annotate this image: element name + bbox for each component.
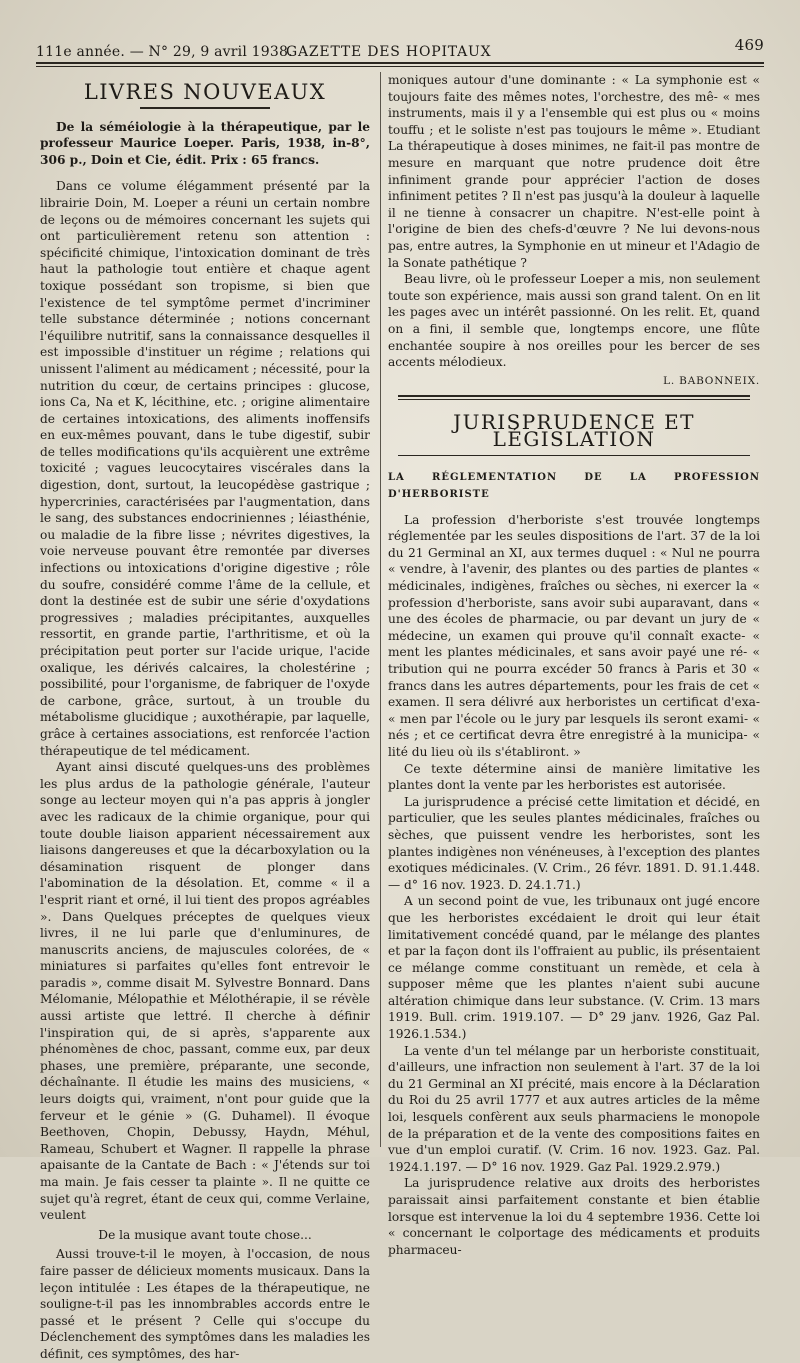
- left-column: [40, 72, 370, 1363]
- review-paragraph-continued: moniques autour d'une dominante : « La symphonie est « toujours faite des mêmes notes, l'orchestre, des mê- « mes instruments, mais il y a l'ensemble qui est plus ou « moins touffu ; et le soliste n'est pas toujours le même ». Etudiant La thérapeutique à doses minimes, ne fait-il pas montre de mesure en marquant que notre prudence doit être infiniment grande pour apprécier l'action de doses infiniment petites ? Il n'est pas jusqu'à la douleur à laquelle il ne tienne à consacrer un chapitre. N'est-elle point à l'origine de bien des chefs-d'œuvre ? Ne lui devons-nous pas, entre autres, la Symphonie en ut mineur et l'Adagio de la Sonate pathétique ?: [388, 73, 760, 270]
- law-paragraph-5: La vente d'un tel mélange par un herboriste constituait, d'ailleurs, une infraction non seulement à l'art. 37 de la loi du 21 Germinal an XI précité, mais encore à la Déclaration du Roi du 25 avril 1777 et aux autres articles de la même loi, lesquels confèrent aux seuls pharmaciens le monopole de la préparation et de la vente des compositions faites en vue d'un emploi curatif. (V. Crim. 16 nov. 1923. Gaz. Pal. 1924.1.197. — D° 16 nov. 1929. Gaz Pal. 1929.2.979.): [388, 1043, 760, 1174]
- section-rule-bottom: [398, 455, 750, 456]
- issue-line: 111e année. — N° 29, 9 avril 1938.: [36, 44, 293, 60]
- law-paragraph-6: La jurisprudence relative aux droits des herboristes paraissait ainsi parfaitement constante et bien établie lorsque est intervenue la loi du 4 septembre 1936. Cette loi « concernant le colportage des médicaments et produits pharmaceu-: [388, 1176, 760, 1257]
- title-rule: [140, 107, 270, 109]
- section-title-jurisprudence: JURISPRUDENCE ET LÉGISLATION: [453, 410, 695, 451]
- review-paragraph-1: Dans ce volume élégamment présenté par la librairie Doin, M. Loeper a réuni un certain nombre de leçons ou de mémoires concernant les sujets qui ont particulièrement retenu son attention : spécificité chimique, l'intoxication dominant de très haut la pathologie tout entière et chaque agent toxique possédant son tropisme, si bien que l'existence de tel symptôme permet d'incriminer telle substance déterminée ; notions concernant l'équilibre nutritif, sans la connaissance desquelles il est impossible d'instituer un régime ; relations qui unissent l'aliment au médicament ; nécessité, pour la nutrition du cœur, de certains principes : glucose, ions Ca, Na et K, lécithine, etc. ; origine alimentaire de certaines intoxications, des aliments inoffensifs en eux-mêmes pouvant, dans le tube digestif, subir de telles modifications qu'ils acquièrent une extrême toxicité ; vagues leucocytaires viscérales dans la digestion, dont, surtout, la leucopédèse gastrique ; hypercrinies, caractérisées par l'augmentation, dans le sang, des substances endocriniennes ; léiasthénie, ou maladie de la fibre lisse ; névrites digestives, la voie nerveuse pouvant être remontée par diverses infections ou intoxications d'origine digestive ; rôle du soufre, considéré comme l'âme de la cellule, et dont la destinée est de subir une série d'oxydations progressives ; maladies précipitantes, auxquelles ressortit, en grande partie, l'arthritisme, et où la précipitation peut porter sur l'acide urique, l'acide oxalique, les dérivés calcaires, la cholestérine ; possibilité, pour l'organisme, de fabriquer de l'oxyde de carbone, grâce, surtout, à un trouble du métabolisme glucidique ; auxothérapie, par laquelle, grâce à certaines associations, est renforcée l'action thérapeutique de tel médicament.: [40, 179, 370, 758]
- review-paragraph-close: Beau livre, où le professeur Loeper a mis, non seulement toute son expérience, mais aussi son grand talent. On en lit les pages avec un intérêt passionné. On les relit. Et, quand on a fini, il semble que, longtemps encore, une flûte enchantée soupire à nos oreilles pour les bercer de ses accents mélodieux.: [388, 272, 760, 370]
- right-column: [388, 72, 760, 1258]
- spacer: [40, 168, 370, 178]
- book-reference: De la séméiologie à la thérapeutique, par le professeur Maurice Loeper. Paris, 1938, in-8°, 306 p., Doin et Cie, édit. Prix : 65 francs.: [40, 119, 370, 167]
- review-paragraph-3: Aussi trouve-t-il le moyen, à l'occasion, de nous faire passer de délicieux moments musicaux. Dans la leçon intitulée : Les étapes de la thérapeutique, ne souligne-t-il pas les innombrables accords entre le passé et le présent ? Celle qui s'occupe du Déclenchement des symptômes dans les maladies les définit, ces symptômes, des har-: [40, 1247, 370, 1361]
- article-subheading: LA RÉGLEMENTATION DE LA PROFESSION D'HERBORISTE: [388, 472, 760, 501]
- column-divider: [380, 72, 381, 1147]
- law-paragraph-1: La profession d'herboriste s'est trouvée longtemps réglementée par les seules dispositions de l'art. 37 de la loi du 21 Germinal an XI, aux termes duquel : « Nul ne pourra « vendre, à l'avenir, des plantes ou des parties de plantes « médicinales, indigènes, fraîches ou sèches, ni exercer la « profession d'herboriste, sans avoir subi auparavant, dans « une des écoles de pharmacie, ou par devant un jury de « médecine, un examen qui prouve qu'il connaît exacte- « ment les plantes médicinales, et sans avoir payé une ré- « tribution qui ne pourra excéder 50 francs à Paris et 30 « francs dans les autres départements, pour les frais de cet « examen. Il sera délivré aux herboristes un certificat d'exa- « men par l'école ou le jury par lesquels ils seront exami- « nés ; et ce certificat devra être enregistré à la municipa- « lité du lieu où ils s'établiront. »: [388, 512, 760, 759]
- section-rule-top: [398, 395, 750, 400]
- section-title-livres: LIVRES NOUVEAUX: [83, 80, 327, 104]
- law-paragraph-4: A un second point de vue, les tribunaux ont jugé encore que les herboristes excédaient le droit qui leur était limitativement concédé quand, par le mélange des plantes et par la façon dont ils l'offraient au public, ils présentaient ce mélange comme constituant un remède, et cela à supposer même que les plantes n'aient subi aucune altération chimique dans leur substance. (V. Crim. 13 mars 1919. Bull. crim. 1919.107. — D° 29 janv. 1926, Gaz Pal. 1926.1.534.): [388, 894, 760, 1042]
- running-head: [36, 36, 764, 64]
- review-paragraph-2: Ayant ainsi discuté quelques-uns des problèmes les plus ardus de la pathologie générale, l'auteur songe au lecteur moyen qui n'a pas appris à jongler avec les radicaux de la chimie organique, pour qui toute double liaison apparient nécessairement aux liaisons dangereuses et que la décarboxylation ou la désamination risquent de plonger dans l'abomination de la désolation. Et, comme « il a l'esprit riant et orné, il lui tient des propos agréables ». Dans Quelques préceptes de quelques vieux livres, il ne lui parle que d'enluminures, de manuscrits anciens, de majuscules colorées, de « miniatures si parfaites qu'elles font entrevoir le paradis », comme disait M. Sylvestre Bonnard. Dans Mélomanie, Mélopathie et Mélothérapie, il se révèle aussi artiste que lettré. Il cherche à définir l'inspiration qui, de si après, s'apparente aux phénomènes de choc, passant, comme eux, par deux phases, une première, préparante, une seconde, déchaînante. Il étudie les mains des musiciens, « leurs doigts qui, vraiment, n'ont pour guide que la ferveur et le génie » (G. Duhamel). Il évoque Beethoven, Chopin, Debussy, Haydn, Méhul, Rameau, Schubert et Wagner. Il rappelle la phrase apaisante de la Cantate de Bach : « J'étends sur toi ma main. Je fais cesser ta plainte ». Il ne quitte ce sujet qu'à regret, étant de ceux qui, comme Verlaine, veulent: [40, 760, 370, 1223]
- poem-line: De la musique avant toute chose...: [98, 1227, 312, 1242]
- law-paragraph-2: Ce texte détermine ainsi de manière limitative les plantes dont la vente par les herboristes est autorisée.: [388, 761, 760, 793]
- review-signature: L. BABONNEIX.: [663, 374, 760, 387]
- header-rule-thin: [36, 66, 764, 67]
- page-number: 469: [734, 36, 764, 54]
- header-rule: [36, 62, 764, 64]
- law-paragraph-3: La jurisprudence a précisé cette limitation et décidé, en particulier, que les seules plantes médicinales, fraîches ou sèches, que puissent vendre les herboristes, sont les plantes indigènes non vénéneuses, à l'exception des plantes exotiques médicinales. (V. Crim., 26 févr. 1891. D. 91.1.448. — d° 16 nov. 1923. D. 24.1.71.): [388, 794, 760, 892]
- journal-title: GAZETTE DES HOPITAUX: [286, 44, 492, 60]
